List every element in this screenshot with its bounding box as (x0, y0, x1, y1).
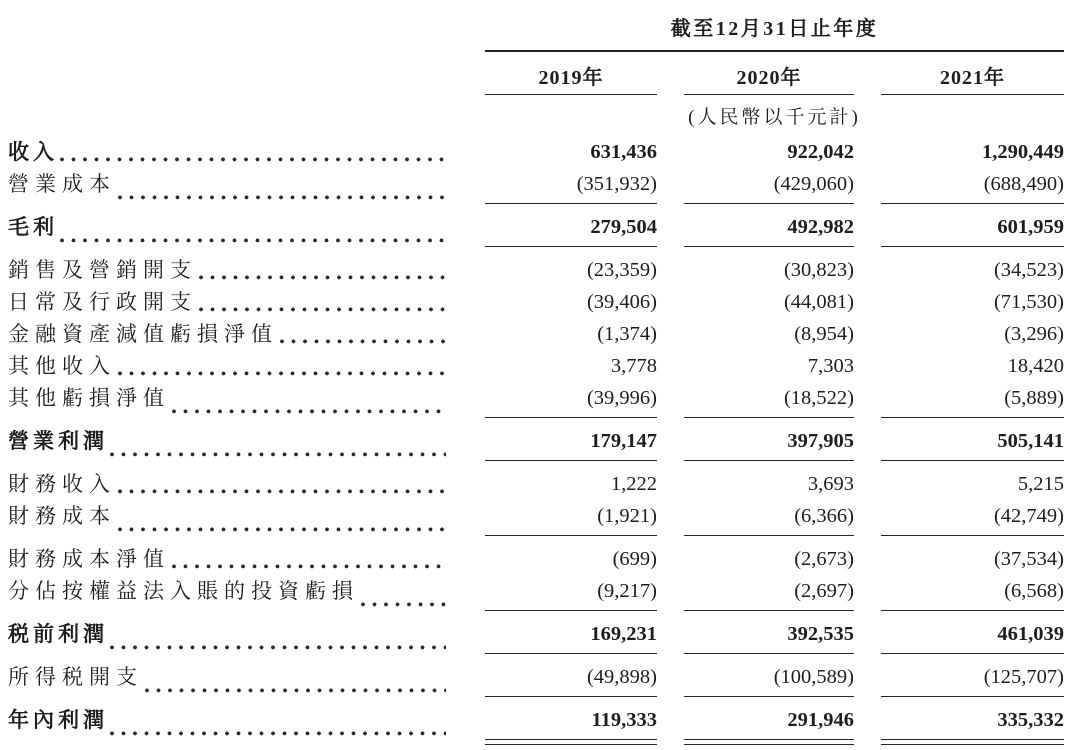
dot-leader (118, 489, 446, 494)
row-label: 分佔按權益法入賬的投資虧損 (8, 579, 359, 603)
table-row (8, 498, 1064, 536)
value-cell: 922,042 (787, 141, 854, 163)
table-row (8, 616, 1064, 654)
table-header (8, 6, 1064, 134)
dot-leader (60, 238, 446, 243)
value-cell: (34,523) (993, 259, 1064, 281)
table-row (8, 380, 1064, 418)
table-row (8, 134, 1064, 166)
year-column-header: 2021年 (881, 61, 1064, 95)
value-cell: 505,141 (881, 428, 1064, 461)
value-cell: (688,490) (881, 171, 1064, 204)
value-cell: (23,359) (586, 259, 657, 281)
value-cell: 461,039 (881, 621, 1064, 654)
value-cell: (1,921) (485, 503, 657, 536)
value-cell: (42,749) (881, 503, 1064, 536)
year-column-header: 2019年 (485, 61, 657, 95)
table-row (8, 466, 1064, 498)
value-cell: (125,707) (881, 664, 1064, 697)
dot-leader (172, 564, 446, 569)
dot-leader (60, 157, 446, 162)
row-label: 毛利 (8, 215, 58, 239)
value-cell: 601,959 (881, 214, 1064, 247)
value-cell: 1,290,449 (982, 141, 1064, 163)
row-label-cell (8, 546, 458, 573)
row-label-cell (8, 664, 458, 697)
dot-leader (172, 409, 446, 414)
value-cell: (699) (612, 548, 657, 570)
value-cell: (49,898) (485, 664, 657, 697)
value-cell: (429,060) (684, 171, 854, 204)
year-column-header: 2020年 (684, 61, 854, 95)
row-label-cell (8, 707, 458, 740)
table-row (8, 166, 1064, 204)
value-cell: (1,374) (597, 323, 657, 345)
value-cell: 492,982 (684, 214, 854, 247)
value-cell: (39,406) (586, 291, 657, 313)
table-row (8, 209, 1064, 247)
row-label: 金融資產減值虧損淨值 (8, 322, 278, 346)
header-label-spacer (8, 6, 458, 134)
row-label: 營業成本 (8, 172, 116, 196)
value-cell: (39,996) (485, 385, 657, 418)
dot-leader (110, 731, 446, 736)
row-label: 銷售及營銷開支 (8, 258, 197, 282)
row-label-cell (8, 385, 458, 418)
dot-leader (280, 339, 446, 344)
row-label-cell (8, 289, 458, 316)
table-row (8, 541, 1064, 573)
table-row (8, 702, 1064, 740)
row-label: 財務成本淨值 (8, 547, 170, 571)
value-cell: 169,231 (485, 621, 657, 654)
row-label-cell (8, 171, 458, 204)
row-label-cell (8, 621, 458, 654)
value-cell: (30,823) (783, 259, 854, 281)
value-cell: (2,697) (684, 578, 854, 611)
value-cell: 7,303 (807, 355, 854, 377)
value-cell: 179,147 (485, 428, 657, 461)
value-cell: (71,530) (993, 291, 1064, 313)
dot-leader (118, 195, 446, 200)
value-cell: (6,366) (684, 503, 854, 536)
table-row (8, 573, 1064, 611)
row-label-cell (8, 428, 458, 461)
table-row (8, 348, 1064, 380)
value-cell: (37,534) (993, 548, 1064, 570)
dot-leader (110, 452, 446, 457)
row-label: 日常及行政開支 (8, 290, 197, 314)
row-label-cell (8, 257, 458, 284)
table-row (8, 316, 1064, 348)
value-cell: (2,673) (794, 548, 854, 570)
value-cell: 18,420 (1007, 355, 1064, 377)
row-label: 營業利潤 (8, 429, 108, 453)
value-cell: (18,522) (684, 385, 854, 418)
row-label: 其他虧損淨值 (8, 386, 170, 410)
value-cell: (5,889) (881, 385, 1064, 418)
value-cell: 3,778 (610, 355, 657, 377)
row-label-cell (8, 471, 458, 498)
value-cell: 631,436 (590, 141, 657, 163)
value-cell: 5,215 (1017, 473, 1064, 495)
dot-leader (199, 307, 446, 312)
value-cell: (44,081) (783, 291, 854, 313)
row-label-cell (8, 353, 458, 380)
row-label: 財務成本 (8, 504, 116, 528)
row-label: 其他收入 (8, 354, 116, 378)
currency-unit-note: (人民幣以千元計) (688, 107, 861, 128)
row-label: 税前利潤 (8, 622, 108, 646)
value-cell: (351,932) (485, 171, 657, 204)
value-cell: (3,296) (1004, 323, 1064, 345)
value-cell: (9,217) (485, 578, 657, 611)
value-cell: 3,693 (807, 473, 854, 495)
row-label-cell (8, 139, 458, 166)
table-row (8, 423, 1064, 461)
row-label-cell (8, 214, 458, 247)
dot-leader (118, 371, 446, 376)
table-row (8, 659, 1064, 697)
value-cell: 335,332 (881, 707, 1064, 740)
table-row (8, 284, 1064, 316)
income-statement-rows (8, 134, 1064, 740)
row-label: 收入 (8, 140, 58, 164)
dot-leader (199, 275, 446, 280)
table-row (8, 252, 1064, 284)
period-header: 截至12月31日止年度 (670, 18, 879, 40)
dot-leader (118, 527, 446, 532)
value-cell: (100,589) (684, 664, 854, 697)
row-label: 年內利潤 (8, 708, 108, 732)
value-cell: 291,946 (684, 707, 854, 740)
header-block (485, 6, 1064, 134)
value-cell: (6,568) (881, 578, 1064, 611)
value-cell: (8,954) (794, 323, 854, 345)
value-cell: 119,333 (485, 707, 657, 740)
row-label-cell (8, 503, 458, 536)
row-label: 所得税開支 (8, 665, 143, 689)
value-cell: 1,222 (610, 473, 657, 495)
row-label-cell (8, 578, 458, 611)
year-header-row (485, 52, 1064, 95)
row-label-cell (8, 321, 458, 348)
row-label: 財務收入 (8, 472, 116, 496)
value-cell: 397,905 (684, 428, 854, 461)
dot-leader (361, 602, 446, 607)
value-cell: 279,504 (485, 214, 657, 247)
value-cell: 392,535 (684, 621, 854, 654)
dot-leader (145, 688, 446, 693)
dot-leader (110, 645, 446, 650)
